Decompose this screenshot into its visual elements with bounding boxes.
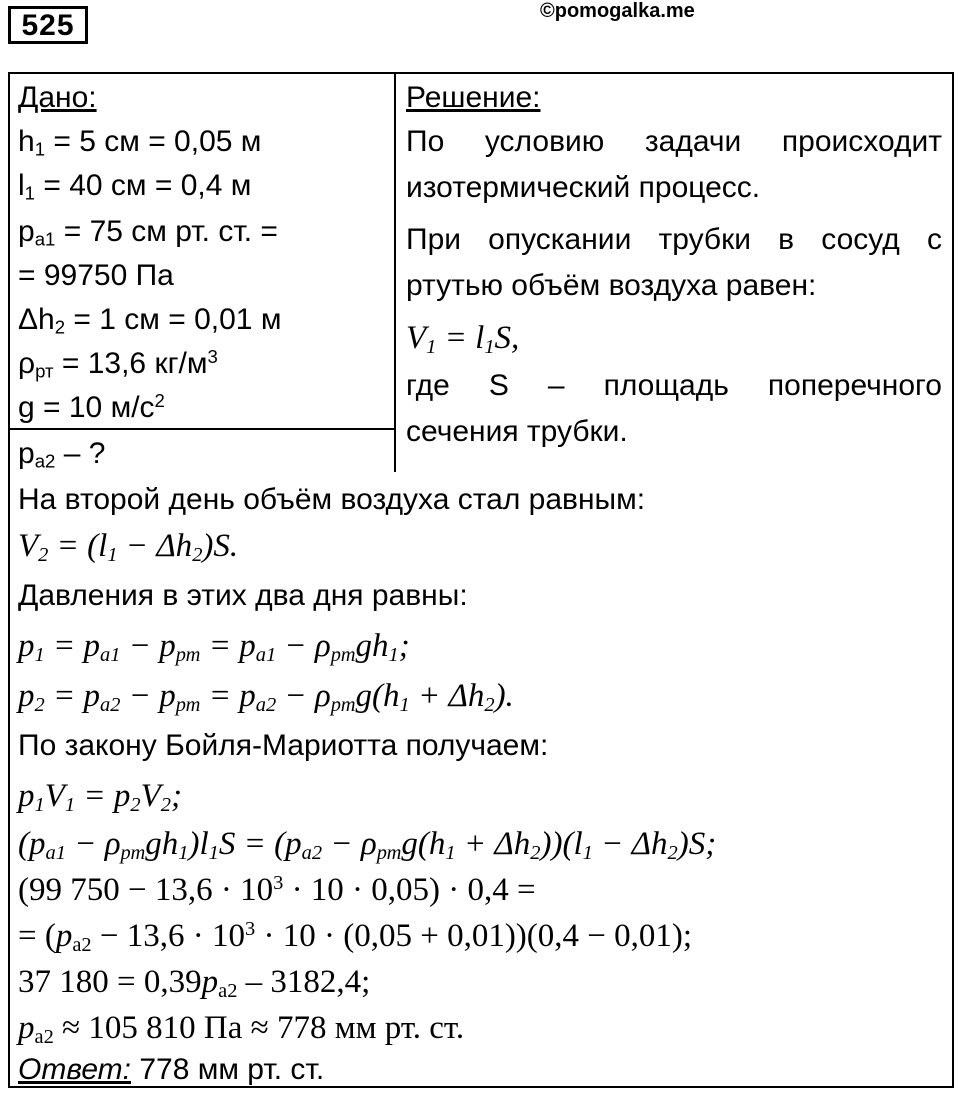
given-rho: $\rho_{рт} = 13,6$ $кг/м^3$ [18,345,218,382]
given-pa1-continued: = 99750 Па [18,259,174,292]
given-title: Дано: [18,81,97,114]
formula-p1: $p_1 = p_{a1} - p_{рт} = p_{a1} - \rho_{рт}gh_1$; [18,628,410,667]
find-pa2: $p_{a2}$ – ? [18,437,106,472]
solution-title: Решение: [406,81,541,114]
formula-numeric-2: = $(p_{a2} - 13,6 \cdot 10^3 \cdot 10 \cdot (0,05 + 0,01))(0,4 - 0,01)$; [18,917,693,957]
solution-line-13: По закону Бойля-Мариотта получаем: [18,729,549,762]
solution-line-6: где S – площадь поперечного [406,369,942,402]
formula-result: $p_{a2} \approx 105$ 810 Па ≈ 778 мм рт. ст. [18,1010,465,1049]
formula-v2: $V_2 = (l_1 - \Delta h_2)S$. [18,528,239,567]
given-l1: $l_1 = 40$ см = 0,4 м [18,169,252,204]
formula-p2: $p_2 = p_{a2} - p_{рт} = p_{a2} - \rho_{рт}g(h_1 + \Delta h_2)$. [18,678,514,717]
given-dh2: $\Delta h_2 = 1$ см = 0,01 м [18,303,282,338]
formula-v1: $V_1 = l_1S$, [406,320,520,359]
given-pa1: $p_{a1} = 75$ см рт. ст. = [18,215,278,250]
solution-line-10: Давления в этих два дня равны: [18,579,468,612]
given-h1: $h_1 = 5$ см = 0,05 м [18,125,262,160]
solution-line-7: сечения трубки. [406,415,628,448]
answer: Ответ: 778 мм рт. ст. [18,1053,325,1086]
given-divider-vertical [394,72,396,472]
given-g: g = 10 $м/с^2$ [18,389,165,424]
formula-numeric-1: (99 $750 - 13,6 \cdot 10^3 \cdot 10 \cdot 0,05) \cdot 0,4$ = [18,871,536,908]
solution-line-1: По условию задачи происходит [406,125,942,158]
solution-line-3: При опускании трубки в сосуд с [406,223,942,256]
problem-number: 525 [8,6,88,44]
solution-line-4: ртутью объём воздуха равен: [406,269,817,302]
formula-boyle: $p_1V_1 = p_2V_2$; [18,778,182,817]
formula-expanded: $(p_{a1} - \rho_{рт}gh_1)l_1S = (p_{a2} - \rho_{рт}g(h_1 + \Delta h_2))(l_1 - \Delta h_2)S$; [18,826,717,865]
solution-line-2: изотермический процесс. [406,171,761,204]
formula-numeric-3: 37 $180 = 0,39p_{a2} - 3182,4$; [18,964,371,1003]
solution-line-8: На второй день объём воздуха стал равным: [18,483,646,516]
site-watermark: ©pomogalka.me [540,0,695,22]
